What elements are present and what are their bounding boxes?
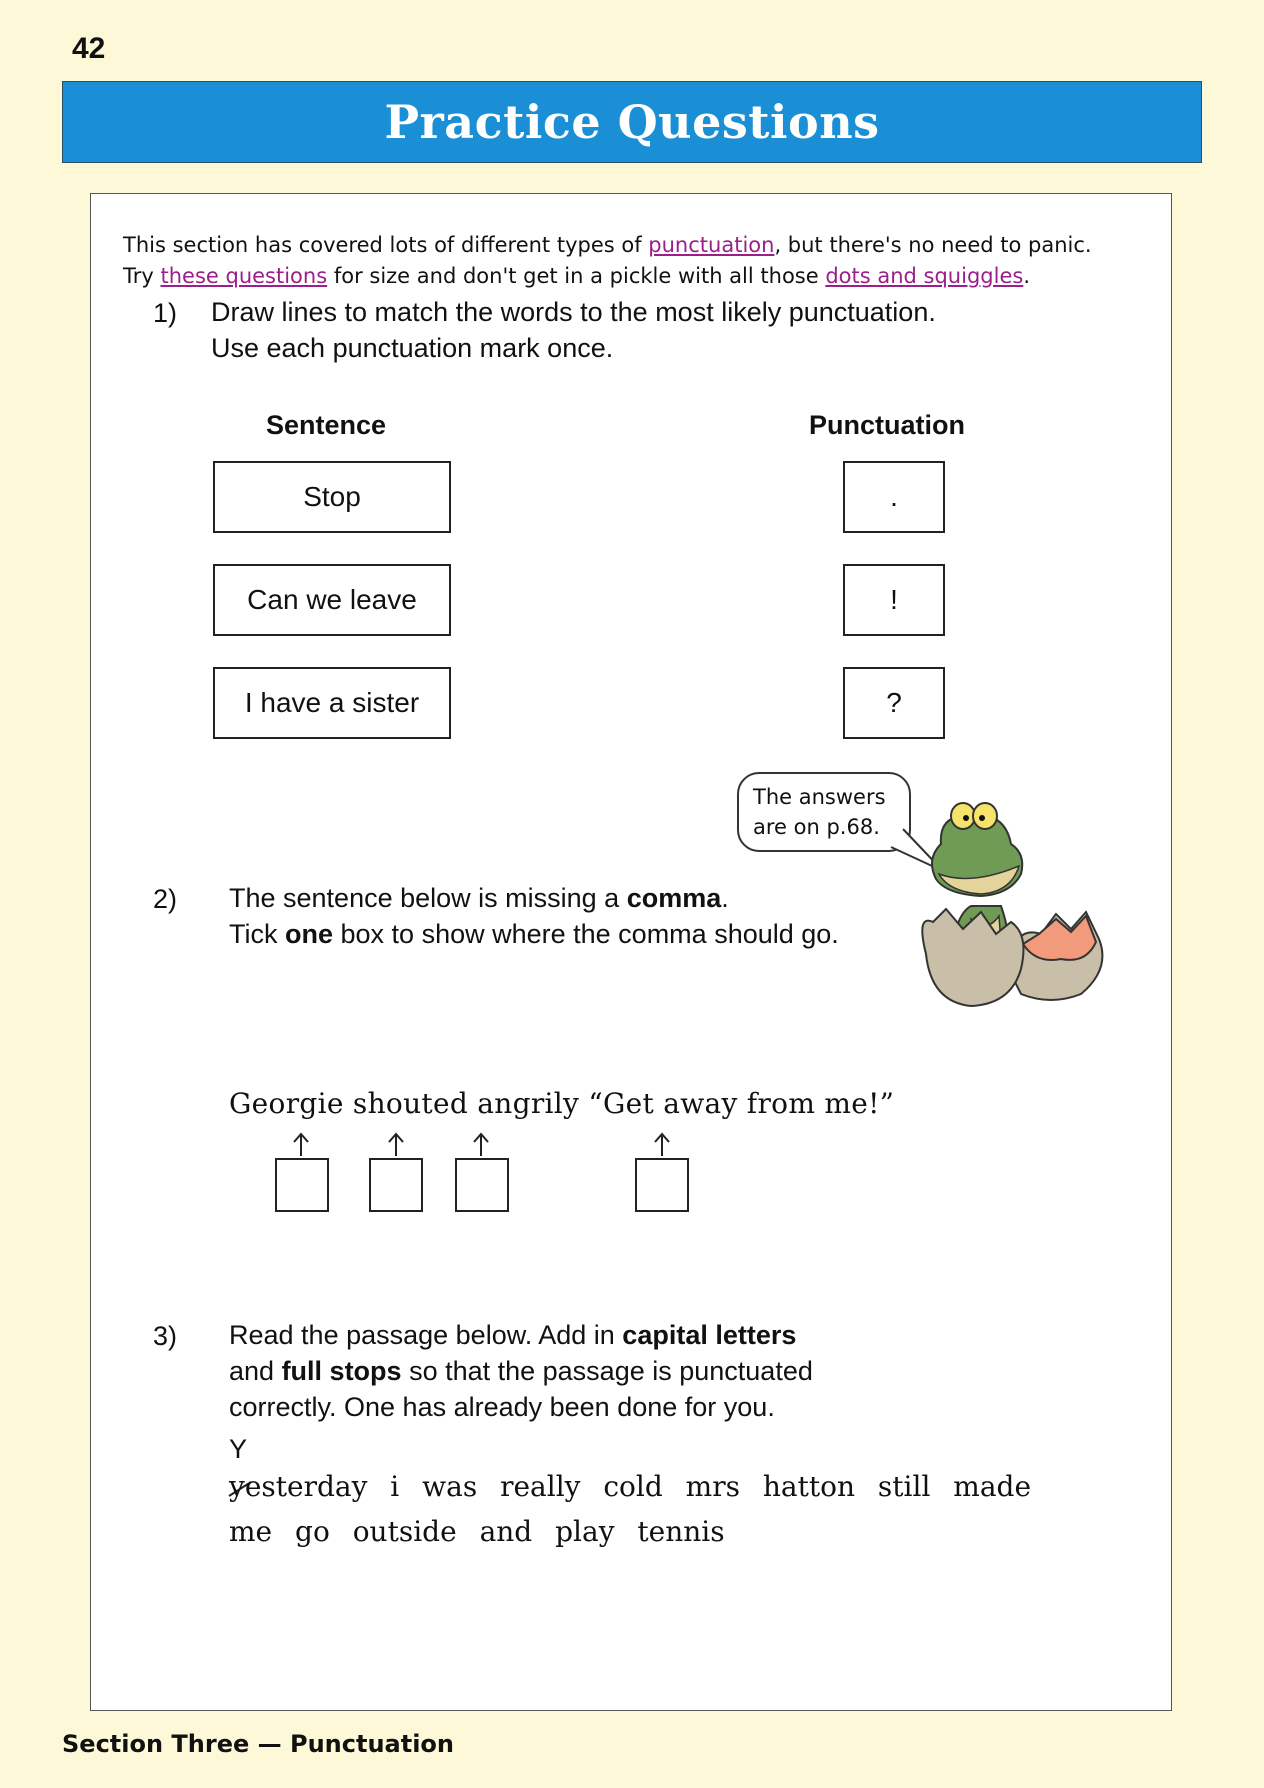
q2-line1-end: . (721, 883, 729, 913)
arrow-up-icon (291, 1132, 311, 1158)
speech-line2: are on p.68. (753, 815, 880, 839)
q3-correction-letter: Y (229, 1434, 248, 1464)
intro-text-part: This section has covered lots of different types of (123, 233, 649, 257)
punctuation-header: Punctuation (809, 410, 965, 440)
intro-text (123, 230, 1153, 292)
crocodile-hatching-icon (911, 794, 1111, 1024)
q3-line2 (229, 1353, 813, 1389)
q1-number: 1) (153, 298, 178, 328)
page-title: Practice Questions (384, 95, 880, 149)
q2-line2 (229, 916, 839, 952)
intro-text-part: . (1023, 264, 1030, 288)
intro-text-part: , but there's no need to panic. (774, 233, 1092, 257)
sentence-box-can-we-leave[interactable]: Can we leave (213, 564, 451, 636)
punctuation-box-question[interactable]: ? (843, 667, 945, 739)
q1-instructions (211, 294, 936, 366)
intro-text-part: for size and don't get in a pickle with all those (327, 264, 826, 288)
q3-instructions (229, 1317, 813, 1425)
intro-highlight-punctuation: punctuation (648, 233, 775, 257)
q3-passage-line1: yesterday i was really cold mrs hatton still made (229, 1470, 1032, 1503)
arrow-up-icon (652, 1132, 672, 1158)
q2-line1-bold: comma (626, 883, 722, 913)
q2-line1-text: The sentence below is missing a (229, 883, 627, 913)
arrow-up-icon (471, 1132, 491, 1158)
q1-line1: Draw lines to match the words to the most likely punctuation. (211, 297, 936, 327)
q2-number: 2) (153, 884, 178, 914)
tick-box-3[interactable] (455, 1158, 509, 1212)
q3-line1-text: Read the passage below. Add in (229, 1320, 623, 1350)
q2-instructions (229, 880, 839, 952)
q2-line2-text: Tick (229, 919, 285, 949)
arrow-up-icon (386, 1132, 406, 1158)
q3-line2-end: so that the passage is punctuated (401, 1356, 813, 1386)
q3-line3: correctly. One has already been done for you. (229, 1392, 775, 1422)
q3-passage-line2: me go outside and play tennis (229, 1515, 725, 1548)
q2-line2-end: box to show where the comma should go. (333, 919, 839, 949)
q3-line2-bold: full stops (281, 1356, 402, 1386)
punctuation-box-exclamation[interactable]: ! (843, 564, 945, 636)
sentence-box-sister[interactable]: I have a sister (213, 667, 451, 739)
page-number: 42 (72, 32, 106, 65)
tick-box-4[interactable] (635, 1158, 689, 1212)
q3-line1-bold: capital letters (622, 1320, 797, 1350)
intro-highlight-dots: dots and squiggles (825, 264, 1024, 288)
title-banner (62, 81, 1202, 163)
speech-line1: The answers (753, 785, 886, 809)
q3-line1 (229, 1317, 813, 1353)
q3-number: 3) (153, 1321, 178, 1351)
sentence-header: Sentence (266, 410, 387, 440)
punctuation-box-full-stop[interactable]: . (843, 461, 945, 533)
q2-line2-bold: one (285, 919, 334, 949)
sentence-box-stop[interactable]: Stop (213, 461, 451, 533)
q2-line1 (229, 880, 839, 916)
intro-highlight-questions: these questions (160, 264, 328, 288)
content-box (90, 193, 1172, 1711)
q2-sentence: Georgie shouted angrily “Get away from me!” (229, 1087, 895, 1120)
tick-box-2[interactable] (369, 1158, 423, 1212)
intro-text-part: Try (123, 264, 161, 288)
tick-box-1[interactable] (275, 1158, 329, 1212)
q3-line2-text: and (229, 1356, 282, 1386)
q1-line2: Use each punctuation mark once. (211, 333, 614, 363)
section-footer: Section Three — Punctuation (62, 1730, 454, 1758)
